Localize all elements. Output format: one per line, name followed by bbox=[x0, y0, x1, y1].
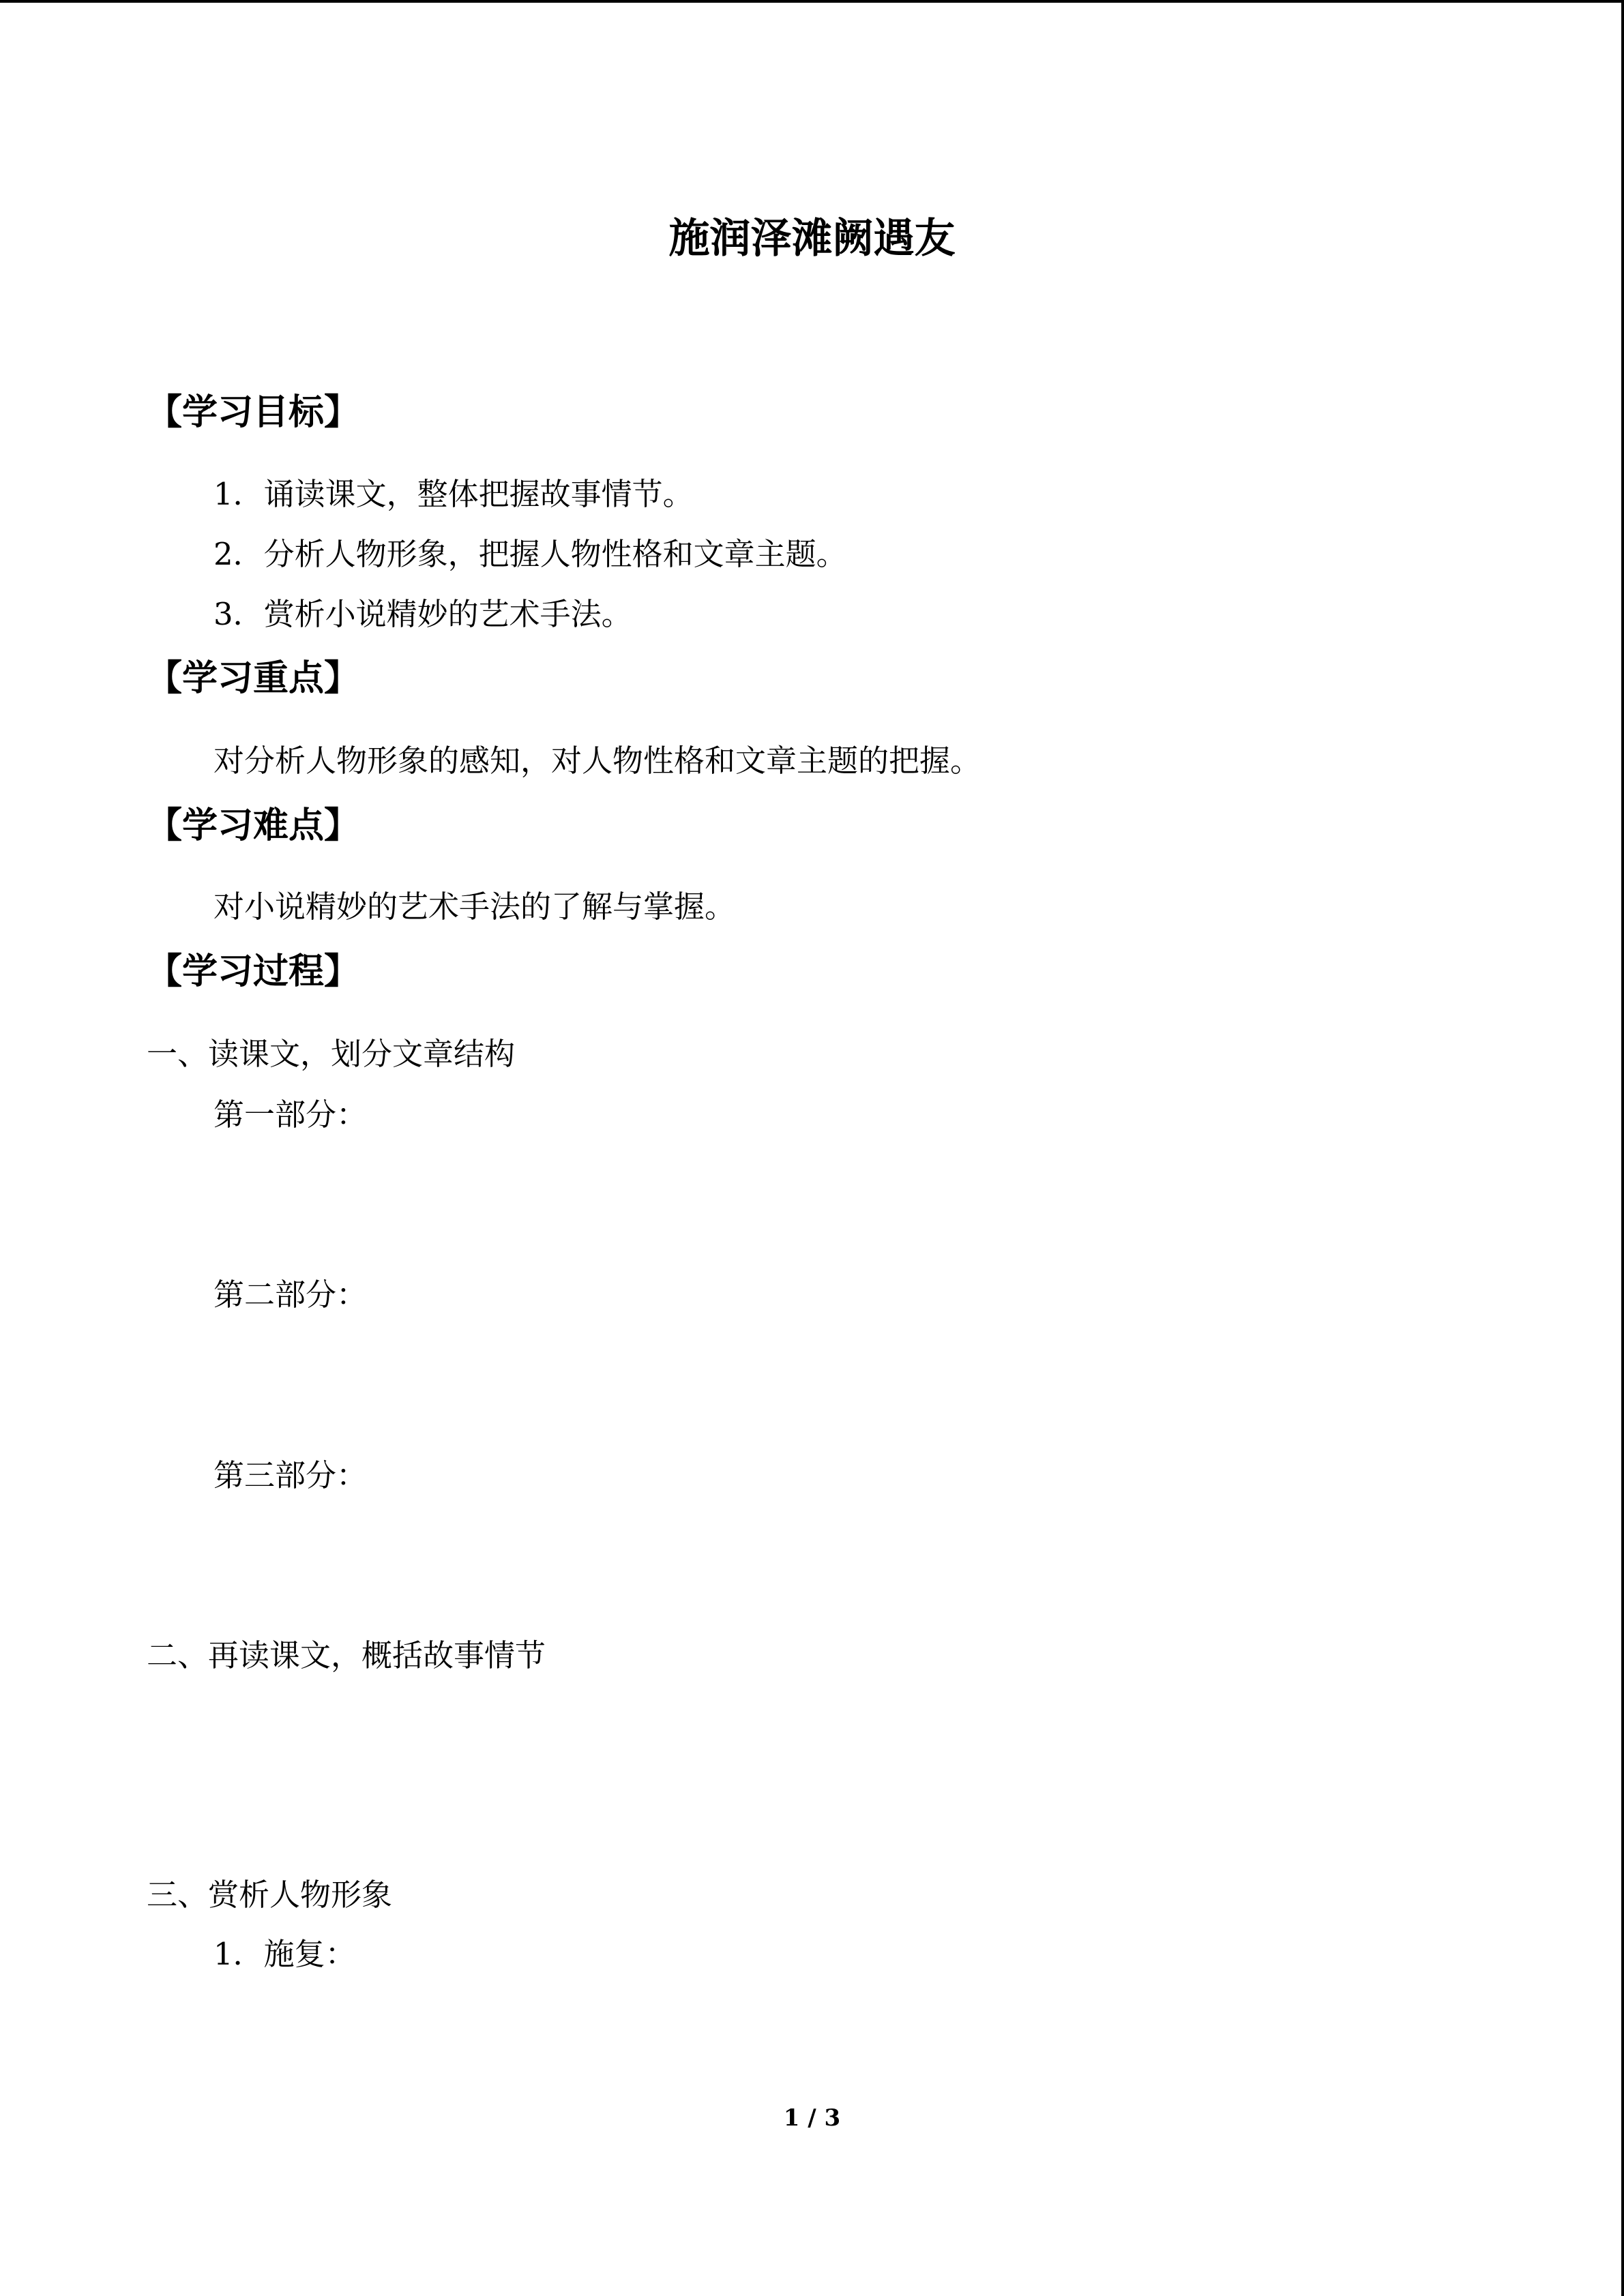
process-step-1-part-2: 第二部分： bbox=[213, 1277, 368, 1313]
page-number: 1 / 3 bbox=[783, 2104, 841, 2132]
key-points-text: 对分析人物形象的感知，对人物性格和文章主题的把握。 bbox=[213, 743, 981, 779]
process-step-3-title: 三、赏析人物形象 bbox=[147, 1877, 393, 1913]
heading-key-points: 【学习重点】 bbox=[147, 657, 360, 699]
process-step-3-item-1: 1．施复： bbox=[213, 1936, 356, 1972]
objective-item-3: 3．赏析小说精妙的艺术手法。 bbox=[213, 596, 632, 632]
objective-item-1: 1．诵读课文，整体把握故事情节。 bbox=[213, 476, 694, 512]
objective-item-2: 2．分析人物形象，把握人物性格和文章主题。 bbox=[213, 536, 847, 572]
document-title: 施润泽滩阙遇友 bbox=[668, 215, 956, 263]
process-step-2-title: 二、再读课文，概括故事情节 bbox=[147, 1637, 546, 1673]
page-border-right bbox=[1621, 0, 1624, 2296]
heading-process: 【学习过程】 bbox=[147, 951, 360, 992]
difficulties-text: 对小说精妙的艺术手法的了解与掌握。 bbox=[213, 889, 736, 925]
process-step-1-title: 一、读课文，划分文章结构 bbox=[147, 1036, 516, 1072]
process-step-1-part-1: 第一部分： bbox=[213, 1097, 368, 1133]
process-step-1-part-3: 第三部分： bbox=[213, 1457, 368, 1493]
page-border-top bbox=[0, 0, 1624, 3]
heading-difficulties: 【学习难点】 bbox=[147, 805, 360, 846]
heading-objectives: 【学习目标】 bbox=[147, 391, 360, 433]
